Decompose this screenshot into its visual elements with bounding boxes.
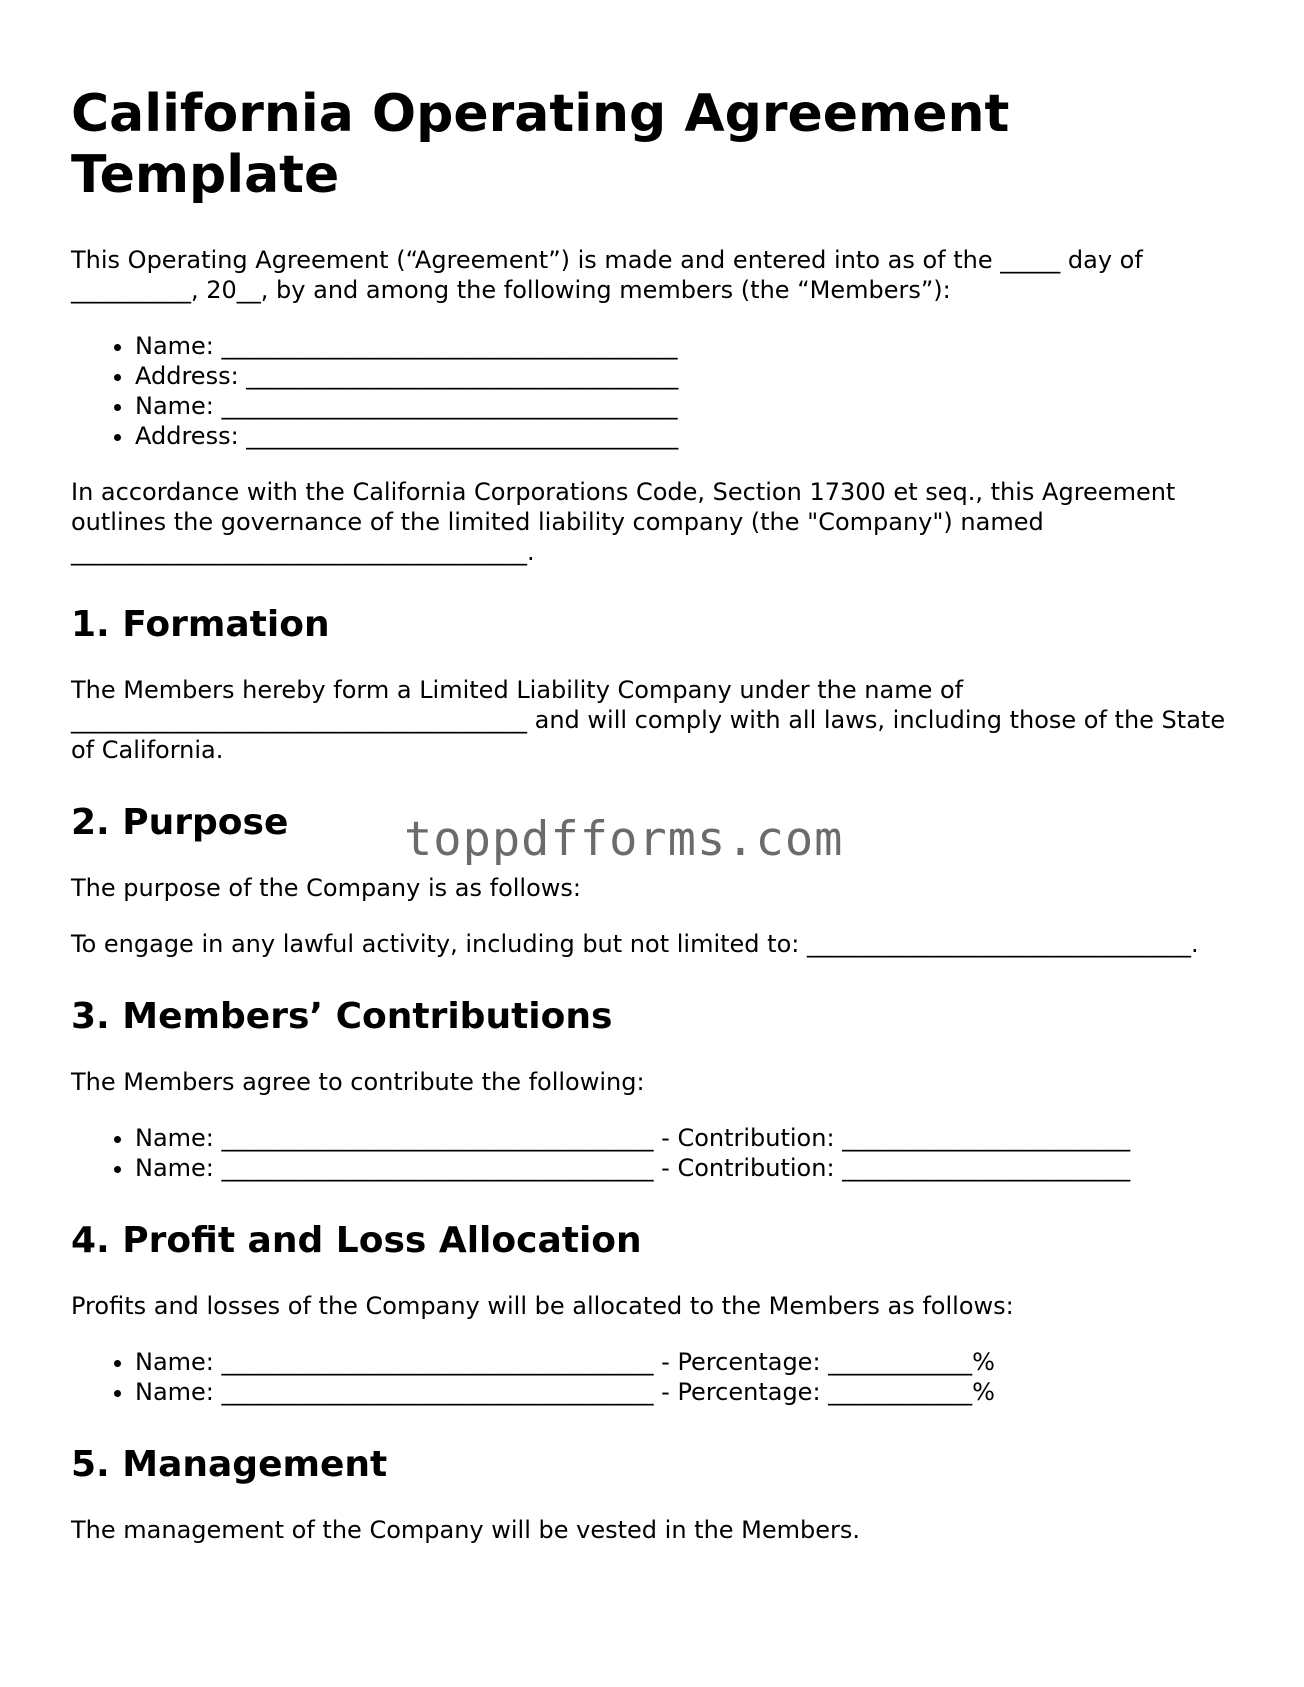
members-list: [71, 331, 1231, 451]
list-item: • Name: ____________________________________ - Contribution: ________________________: [135, 1153, 1231, 1183]
governance-paragraph: In accordance with the California Corporations Code, Section 17300 et seq., this Agreement outlines the governance of the limited liability company (the "Company") named ______________________________________.: [71, 478, 1176, 566]
list-item: • Name: ____________________________________ - Percentage: ____________%: [135, 1377, 1231, 1407]
section-heading-contributions: 3. Members’ Contributions: [71, 996, 613, 1037]
contributions-paragraph: The Members agree to contribute the following:: [71, 1068, 645, 1096]
list-item: • Name: ____________________________________ - Percentage: ____________%: [135, 1347, 1231, 1377]
purpose-paragraph: The purpose of the Company is as follows:: [71, 874, 581, 902]
allocation-paragraph: Profits and losses of the Company will be allocated to the Members as follows:: [71, 1292, 1014, 1320]
list-item: • Address: ____________________________________: [135, 361, 1231, 391]
formation-paragraph: The Members hereby form a Limited Liability Company under the name of ______________________________________ and will comply with all laws, including those of the State of California.: [71, 676, 1226, 764]
section-heading-purpose: 2. Purpose: [71, 802, 289, 843]
purpose-activity-paragraph: To engage in any lawful activity, including but not limited to: ________________________________.: [71, 930, 1199, 958]
list-item: • Name: ______________________________________: [135, 391, 1231, 421]
section-heading-management: 5. Management: [71, 1444, 388, 1485]
document-title: California Operating Agreement Template: [71, 84, 1010, 205]
contributions-list: [71, 1123, 1231, 1183]
management-paragraph: The management of the Company will be vested in the Members.: [71, 1516, 861, 1544]
watermark: toppdfforms.com: [404, 812, 844, 867]
list-item: • Name: ______________________________________: [135, 331, 1231, 361]
section-heading-allocation: 4. Profit and Loss Allocation: [71, 1220, 642, 1261]
intro-paragraph: This Operating Agreement (“Agreement”) is made and entered into as of the _____ day of __________, 20__, by and among the following members (the “Members”):: [71, 246, 1143, 304]
section-heading-formation: 1. Formation: [71, 604, 330, 645]
list-item: • Address: ____________________________________: [135, 421, 1231, 451]
list-item: • Name: ____________________________________ - Contribution: ________________________: [135, 1123, 1231, 1153]
allocation-list: [71, 1347, 1231, 1407]
